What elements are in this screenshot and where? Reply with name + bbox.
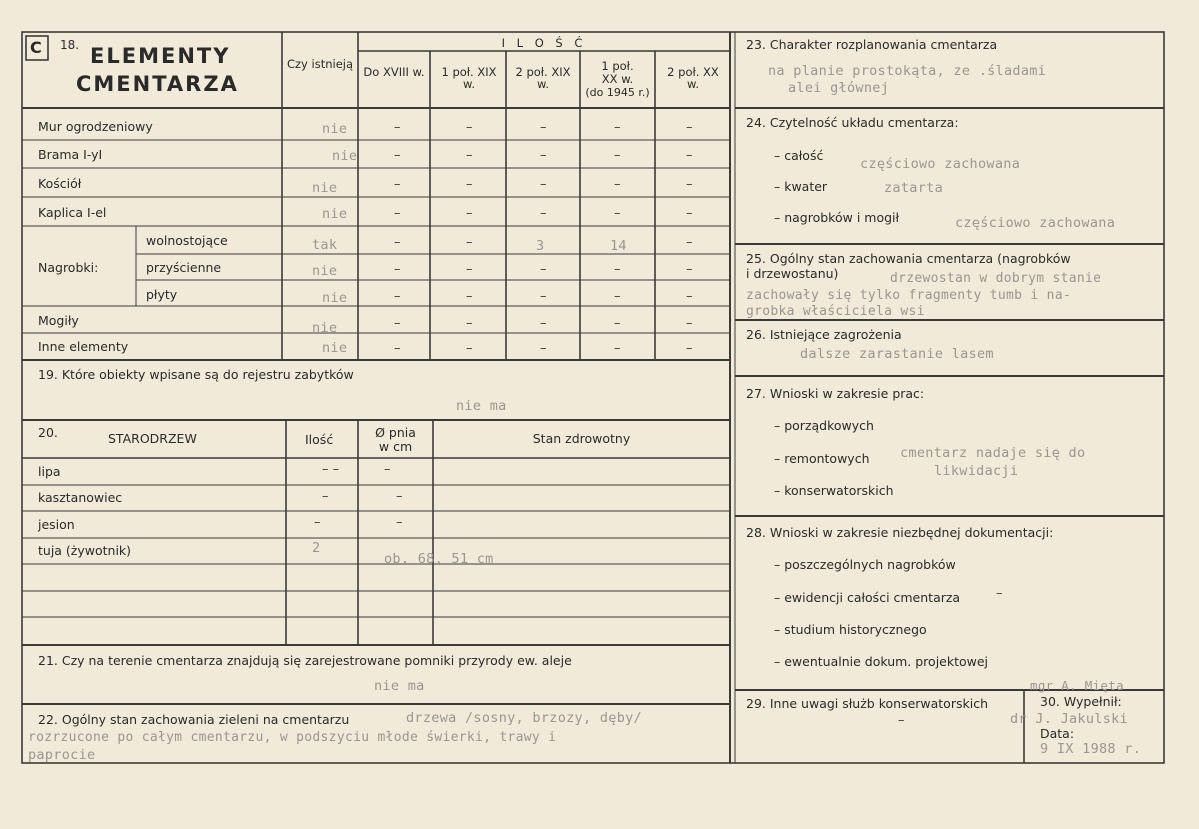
empty-cell-dash: – xyxy=(540,206,547,221)
tree-count: – xyxy=(322,489,329,504)
exists-value: nie xyxy=(322,290,348,306)
empty-cell-dash: – xyxy=(614,177,621,192)
section-22-line3: paprocie xyxy=(28,747,96,763)
col-2pol20-header: 2 poł. XX w. xyxy=(667,65,719,91)
card-code: C xyxy=(30,38,42,57)
section-25-line3: grobka właściciela wsi xyxy=(746,304,925,319)
row-label: przyścienne xyxy=(146,260,222,275)
section-27-item: – konserwatorskich xyxy=(774,483,894,498)
empty-cell-dash: – xyxy=(394,120,401,135)
starodrzew-title: STARODRZEW xyxy=(108,431,197,446)
empty-cell-dash: – xyxy=(614,289,621,304)
section-19-label: 19. Które obiekty wpisane są do rejestru zabytków xyxy=(38,367,354,382)
elements-title-line2: CMENTARZA xyxy=(76,72,239,96)
empty-cell-dash: – xyxy=(394,262,401,277)
section-28-dash: – xyxy=(996,586,1003,601)
empty-cell-dash: – xyxy=(686,289,693,304)
elements-title-line1: ELEMENTY xyxy=(90,44,231,68)
empty-cell-dash: – xyxy=(466,289,473,304)
section-25-line1: drzewostan w dobrym stanie xyxy=(890,271,1102,286)
section-23-line1: na planie prostokąta, ze .śladami xyxy=(768,63,1047,79)
section-22-label: 22. Ogólny stan zachowania zieleni na cmentarzu xyxy=(38,712,350,727)
empty-cell-dash: – xyxy=(686,206,693,221)
exists-value: nie xyxy=(312,180,338,196)
tree-diameter: ob. 68, 51 cm xyxy=(384,551,494,567)
empty-cell-dash: – xyxy=(466,177,473,192)
starodrzew-col-pnia-b: w cm xyxy=(378,439,413,454)
tree-diameter: – xyxy=(396,515,403,530)
empty-cell-dash: – xyxy=(466,235,473,250)
section-28-item: – ewidencji całości cmentarza xyxy=(774,590,961,605)
empty-cell-dash: – xyxy=(394,235,401,250)
section-27-item: – porządkowych xyxy=(774,418,874,433)
section-25-line2: zachowały się tylko fragmenty tumb i na- xyxy=(746,288,1072,303)
section-24-item: – nagrobków i mogił xyxy=(774,210,900,225)
empty-cell-dash: – xyxy=(614,262,621,277)
section-28-item: – poszczególnych nagrobków xyxy=(774,557,956,572)
empty-cell-dash: – xyxy=(540,289,547,304)
exists-value: tak xyxy=(312,237,338,253)
fill-date: 9 IX 1988 r. xyxy=(1040,741,1142,757)
section-24-item: – całość xyxy=(774,148,824,163)
section-23-line2: alei głównej xyxy=(788,80,890,96)
col-1pol20-header-c: (do 1945 r.) xyxy=(585,86,650,99)
empty-cell-dash: – xyxy=(394,341,401,356)
col-do18-header: Do XVIII w. xyxy=(363,65,425,79)
empty-cell-dash: – xyxy=(686,262,693,277)
empty-cell-dash: – xyxy=(466,148,473,163)
col-ilosc-header: I L O Ś Ć xyxy=(501,36,587,50)
tree-count: 2 xyxy=(312,540,321,556)
empty-cell-dash: – xyxy=(466,316,473,331)
section-27-value2: likwidacji xyxy=(934,463,1019,479)
tree-diameter: – xyxy=(396,489,403,504)
row-label: Kaplica I-el xyxy=(38,205,107,220)
section-24-value: częściowo zachowana xyxy=(955,215,1116,231)
exists-value: nie xyxy=(332,148,358,164)
section-30-label: 30. Wypełnił: xyxy=(1040,694,1122,709)
empty-cell-dash: – xyxy=(614,316,621,331)
tree-diameter: – xyxy=(384,462,391,477)
section-26-value: dalsze zarastanie lasem xyxy=(800,346,994,362)
section-29-label: 29. Inne uwagi służb konserwatorskich xyxy=(746,696,988,711)
period-value: 3 xyxy=(536,238,545,254)
section-28-label: 28. Wnioski w zakresie niezbędnej dokumentacji: xyxy=(746,525,1054,540)
section-21-value: nie ma xyxy=(374,678,425,694)
row-label: Brama I-yI xyxy=(38,147,103,162)
empty-cell-dash: – xyxy=(686,316,693,331)
section-26-label: 26. Istniejące zagrożenia xyxy=(746,327,902,342)
period-value: 14 xyxy=(610,238,627,254)
section-29-value: – xyxy=(898,713,905,728)
section-25-label2: i drzewostanu) xyxy=(746,266,839,281)
empty-cell-dash: – xyxy=(686,235,693,250)
empty-cell-dash: – xyxy=(614,120,621,135)
starodrzew-col-pnia-a: Ø pnia xyxy=(375,425,416,440)
section-27-value1: cmentarz nadaje się do xyxy=(900,445,1086,461)
empty-cell-dash: – xyxy=(686,120,693,135)
empty-cell-dash: – xyxy=(540,177,547,192)
row-label: wolnostojące xyxy=(146,233,228,248)
empty-cell-dash: – xyxy=(466,120,473,135)
section-22-line1: drzewa /sosny, brzozy, dęby/ xyxy=(406,710,642,726)
tree-name: kasztanowiec xyxy=(38,490,123,505)
empty-cell-dash: – xyxy=(614,341,621,356)
empty-cell-dash: – xyxy=(686,148,693,163)
tree-name: tuja (żywotnik) xyxy=(38,543,132,558)
row-label: Mur ogrodzeniowy xyxy=(38,119,153,134)
row-label: płyty xyxy=(146,287,178,302)
empty-cell-dash: – xyxy=(466,262,473,277)
tree-count: – – xyxy=(322,462,340,477)
empty-cell-dash: – xyxy=(394,289,401,304)
empty-cell-dash: – xyxy=(394,148,401,163)
col-2pol19-header: 2 poł. XIX w. xyxy=(515,65,571,91)
section-23-label: 23. Charakter rozplanowania cmentarza xyxy=(746,37,998,52)
col-1pol20-header-a: 1 poł. xyxy=(601,59,634,73)
exists-value: nie xyxy=(322,206,348,222)
starodrzew-col-ilosc: Ilość xyxy=(305,432,334,447)
section-20-number: 20. xyxy=(38,425,58,440)
section-28-item: – studium historycznego xyxy=(774,622,927,637)
exists-value: nie xyxy=(312,320,338,336)
empty-cell-dash: – xyxy=(394,177,401,192)
empty-cell-dash: – xyxy=(540,341,547,356)
row-label: Inne elementy xyxy=(38,339,129,354)
section-24-value: zatarta xyxy=(884,180,943,196)
section-24-value: częściowo zachowana xyxy=(860,156,1021,172)
row-label: Kościół xyxy=(38,176,82,191)
tree-name: lipa xyxy=(38,464,61,479)
empty-cell-dash: – xyxy=(614,148,621,163)
exists-value: nie xyxy=(312,263,338,279)
empty-cell-dash: – xyxy=(686,341,693,356)
exists-value: nie xyxy=(322,340,348,356)
section-22-line2: rozrzucone po całym cmentarzu, w podszyciu młode świerki, trawy i xyxy=(28,730,557,745)
col-1pol20-header-b: XX w. xyxy=(601,72,634,86)
date-label: Data: xyxy=(1040,726,1075,741)
signer-name-1: mgr A. Mięta xyxy=(1030,678,1124,693)
section-21-label: 21. Czy na terenie cmentarza znajdują się zarejestrowane pomniki przyrody ew. aleje xyxy=(38,653,572,668)
empty-cell-dash: – xyxy=(686,177,693,192)
section-27-label: 27. Wnioski w zakresie prac: xyxy=(746,386,925,401)
empty-cell-dash: – xyxy=(540,262,547,277)
empty-cell-dash: – xyxy=(614,206,621,221)
col-exists-header: Czy istnieją xyxy=(286,57,354,71)
section-27-item: – remontowych xyxy=(774,451,870,466)
section-24-item: – kwater xyxy=(774,179,828,194)
empty-cell-dash: – xyxy=(540,316,547,331)
empty-cell-dash: – xyxy=(394,316,401,331)
nagrobki-label: Nagrobki: xyxy=(38,260,99,275)
section-24-label: 24. Czytelność układu cmentarza: xyxy=(746,115,959,130)
empty-cell-dash: – xyxy=(466,341,473,356)
section-18-number: 18. xyxy=(60,38,80,52)
section-25-label1: 25. Ogólny stan zachowania cmentarza (nagrobków xyxy=(746,251,1071,266)
tree-count: – xyxy=(314,515,321,530)
signer-name-2: dr J. Jakulski xyxy=(1010,711,1128,727)
empty-cell-dash: – xyxy=(540,120,547,135)
section-19-value: nie ma xyxy=(456,398,507,414)
empty-cell-dash: – xyxy=(466,206,473,221)
starodrzew-col-stan: Stan zdrowotny xyxy=(532,431,631,446)
empty-cell-dash: – xyxy=(394,206,401,221)
section-28-item: – ewentualnie dokum. projektowej xyxy=(774,654,989,669)
empty-cell-dash: – xyxy=(540,148,547,163)
tree-name: jesion xyxy=(38,517,75,532)
exists-value: nie xyxy=(322,121,348,137)
col-1pol19-header: 1 poł. XIX w. xyxy=(441,65,497,91)
row-label: Mogiły xyxy=(38,313,79,328)
